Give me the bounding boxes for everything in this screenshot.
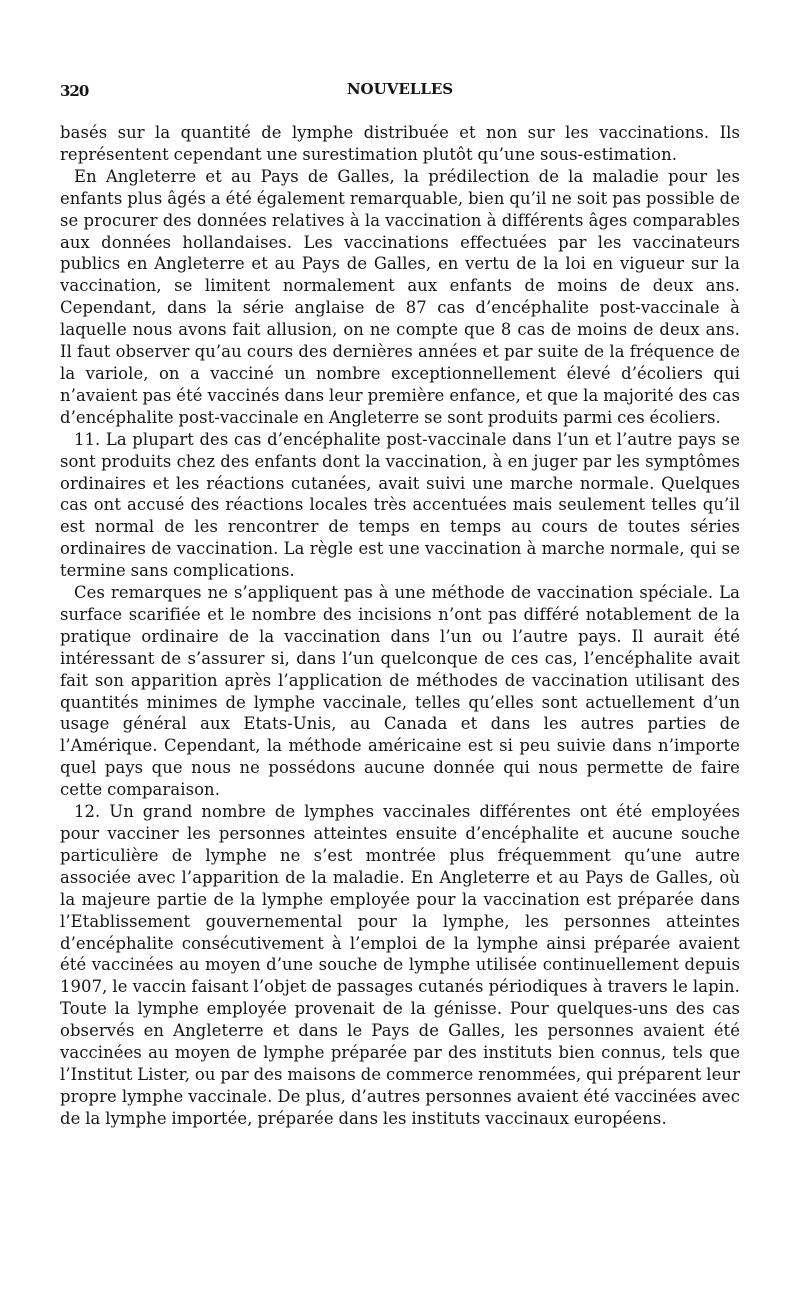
paragraph-continued: basés sur la quantité de lymphe distribuée et non sur les vaccinations. Ils représentent cependant une surestimation plutôt qu’une sous-estimation. — [60, 123, 740, 164]
paragraph-section-12: 12. Un grand nombre de lymphes vaccinales différentes ont été employées pour vacciner les personnes atteintes ensuite d’encéphalite et aucune souche particulière de lymphe ne s’est montrée plus fréquemment qu’une autre associée avec l’apparition de la maladie. En Angleterre et au Pays de Galles, où la majeure partie de la lymphe employée pour la vaccination est préparée dans l’Etablissement gouvernemental pour la lymphe, les personnes atteintes d’encéphalite consécutivement à l’emploi de la lymphe ainsi préparée avaient été vaccinées au moyen d’une souche de lymphe utilisée continuellement depuis 1907, le vaccin faisant l’objet de passages cutanés périodiques à travers le lapin. Toute la lymphe employée provenait de la génisse. Pour quelques-uns des cas observés en Angleterre et dans le Pays de Galles, les personnes avaient été vaccinées au moyen de lymphe préparée par des instituts bien connus, tels que l’Institut Lister, ou par des maisons de commerce renommées, qui préparent leur propre lymphe vaccinale. De plus, d’autres personnes avaient été vaccinées avec de la lymphe importée, préparée dans les instituts vaccinaux européens. — [60, 802, 740, 1128]
page-number: 320 — [60, 82, 89, 100]
document-page — [60, 78, 740, 1130]
page-header — [60, 78, 740, 106]
paragraph-england-wales: En Angleterre et au Pays de Galles, la prédilection de la maladie pour les enfants plus âgés a été également remarquable, bien qu’il ne soit pas possible de se procurer des données relatives à la vaccination à différents âges comparables aux données hollandaises. Les vaccinations effectuées par les vaccinateurs publics en Angleterre et au Pays de Galles, en vertu de la loi en vigueur sur la vaccination, se limitent normalement aux enfants de moins de deux ans. Cependant, dans la série anglaise de 87 cas d’encéphalite post-vaccinale à laquelle nous avons fait allusion, on ne compte que 8 cas de moins de deux ans. Il faut observer qu’au cours des dernières années et par suite de la fréquence de la variole, on a vacciné un nombre exceptionnellement élevé d’écoliers qui n’avaient pas été vaccinés dans leur première enfance, et que la majorité des cas d’encéphalite post-vaccinale en Angleterre se sont produits parmi ces écoliers. — [60, 166, 740, 427]
paragraph-section-11: 11. La plupart des cas d’encéphalite post-vaccinale dans l’un et l’autre pays se sont produits chez des enfants dont la vaccination, à en juger par les symptômes ordinaires et les réactions cutanées, avait suivi une marche normale. Quelques cas ont accusé des réactions locales très accentuées mais seulement telles qu’il est normal de les rencontrer de temps en temps au cours de toutes séries ordinaires de vaccination. La règle est une vaccination à marche normale, qui se termine sans complications. — [60, 429, 740, 581]
running-title: NOUVELLES — [346, 80, 454, 98]
paragraph-vaccination-method: Ces remarques ne s’appliquent pas à une méthode de vaccination spéciale. La surface scarifiée et le nombre des incisions n’ont pas différé notablement de la pratique ordinaire de la vaccination dans l’un ou l’autre pays. Il aurait été intéressant de s’assurer si, dans l’un quelconque de ces cas, l’encéphalite avait fait son apparition après l’application de méthodes de vaccination utilisant des quantités minimes de lymphe vaccinale, telles qu’elles sont actuellement d’un usage général aux Etats-Unis, au Canada et dans les autres parties de l’Amérique. Cependant, la méthode américaine est si peu suivie dans n’importe quel pays que nous ne possédons aucune donnée qui nous permette de faire cette comparaison. — [60, 583, 740, 800]
body-text — [60, 122, 740, 1130]
